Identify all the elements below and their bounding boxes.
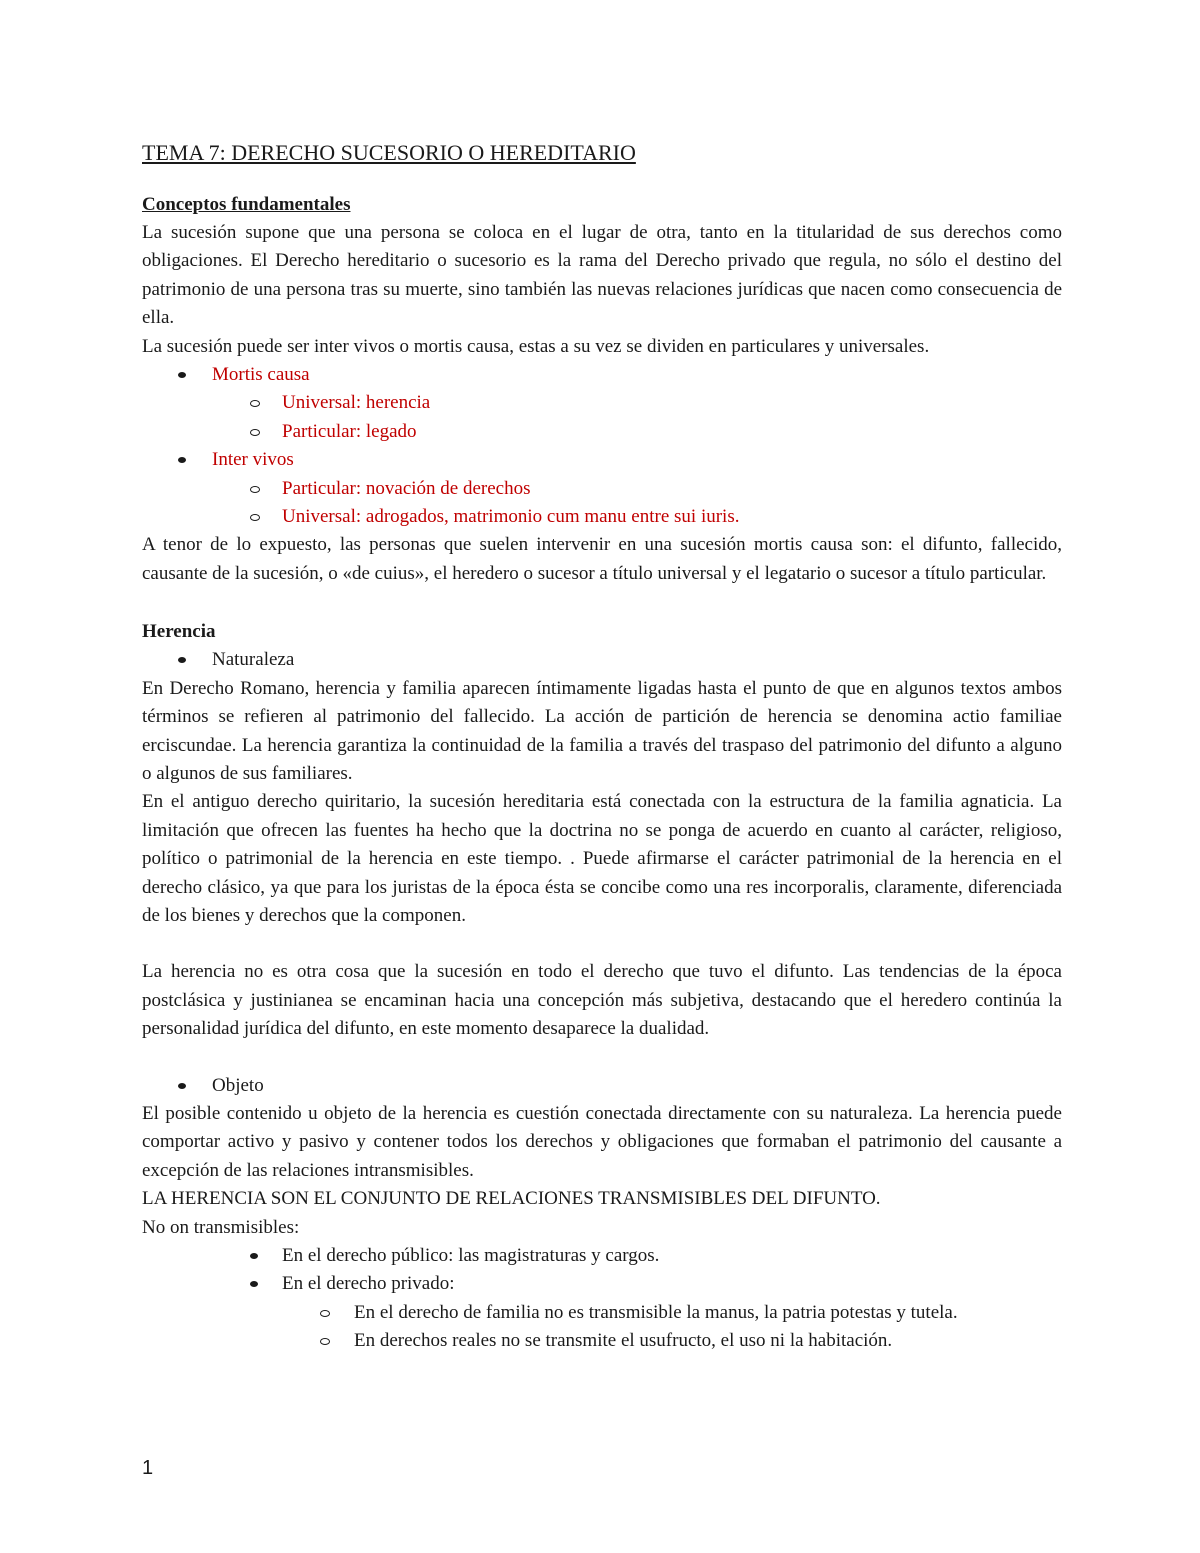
circle-bullet-icon: [320, 1338, 330, 1345]
circle-bullet-icon: [320, 1310, 330, 1317]
list-item-universal-adrogados: Universal: adrogados, matrimonio cum manu entre sui iuris.: [142, 503, 1062, 531]
bullet-icon: [250, 1281, 258, 1287]
list-item-derecho-privado: En el derecho privado:: [142, 1270, 1062, 1298]
circle-bullet-icon: [250, 429, 260, 436]
bullet-icon: [178, 1083, 186, 1089]
paragraph: A tenor de lo expuesto, las personas que suelen intervenir en una sucesión mortis causa son: el difunto, fallecido, causante de la sucesión, o «de cuius», el heredero o sucesor a título universal y el legatario o sucesor a título particular.: [142, 534, 1062, 584]
bullet-icon: [178, 657, 186, 663]
bullet-icon: [178, 372, 186, 378]
paragraph: La herencia no es otra cosa que la sucesión en todo el derecho que tuvo el difunto. Las tendencias de la época postclásica y justinianea se encaminan hacia una concepción más subjetiva, destacando que el heredero continúa la personalidad jurídica del difunto, en este momento desaparece la dualidad.: [142, 961, 1062, 1040]
list-item-objeto: Objeto: [142, 1072, 1062, 1100]
section-heading-herencia: Herencia: [142, 621, 216, 643]
list-item-derecho-publico: En el derecho público: las magistraturas y cargos.: [142, 1242, 1062, 1270]
list-item-derechos-reales: En derechos reales no se transmite el usufructo, el uso ni la habitación.: [142, 1327, 1062, 1355]
section-heading-conceptos: Conceptos fundamentales: [142, 194, 351, 215]
caps-statement: LA HERENCIA SON EL CONJUNTO DE RELACIONES TRANSMISIBLES DEL DIFUNTO.: [142, 1188, 881, 1210]
circle-bullet-icon: [250, 400, 260, 407]
list-item-mortis-causa: Mortis causa: [142, 361, 1062, 389]
page-content: [142, 140, 1062, 1356]
page-title: TEMA 7: DERECHO SUCESORIO O HEREDITARIO: [142, 140, 636, 165]
list-item-universal-herencia: Universal: herencia: [142, 389, 1062, 417]
page-number: 1: [142, 1457, 154, 1479]
circle-bullet-icon: [250, 486, 260, 493]
list-item-naturaleza: Naturaleza: [142, 646, 1062, 674]
bullet-icon: [178, 457, 186, 463]
paragraph: No on transmisibles:: [142, 1216, 300, 1238]
bullet-icon: [250, 1253, 258, 1259]
paragraph: La sucesión supone que una persona se coloca en el lugar de otra, tanto en la titularidad de sus derechos como obligaciones. El Derecho hereditario o sucesorio es la rama del Derecho privado que regula, no sólo el destino del patrimonio de una persona tras su muerte, sino también las nuevas relaciones jurídicas que nacen como consecuencia de ella.: [142, 222, 1062, 329]
paragraph: La sucesión puede ser inter vivos o mortis causa, estas a su vez se dividen en particulares y universales.: [142, 335, 930, 357]
paragraph: El posible contenido u objeto de la herencia es cuestión conectada directamente con su naturaleza. La herencia puede comportar activo y pasivo y contener todos los derechos y obligaciones que formaban el patrimonio del causante a excepción de las relaciones intransmisibles.: [142, 1102, 1062, 1181]
list-item-inter-vivos: Inter vivos: [142, 446, 1062, 474]
paragraph: En Derecho Romano, herencia y familia aparecen íntimamente ligadas hasta el punto de que en algunos textos ambos términos se refieren al patrimonio del fallecido. La acción de partición de herencia se denomina actio familiae erciscundae. La herencia garantiza la continuidad de la familia a través del traspaso del patrimonio del difunto a alguno o algunos de sus familiares.: [142, 677, 1062, 784]
paragraph: En el antiguo derecho quiritario, la sucesión hereditaria está conectada con la estructura de la familia agnaticia. La limitación que ofrecen las fuentes ha hecho que la doctrina no se ponga de acuerdo en cuanto al carácter, religioso, político o patrimonial de la herencia en este tiempo. . Puede afirmarse el carácter patrimonial de la herencia en el derecho clásico, ya que para los juristas de la época ésta se concibe como una res incorporalis, claramente, diferenciada de los bienes y derechos que la componen.: [142, 791, 1062, 926]
list-item-derecho-familia: En el derecho de familia no es transmisible la manus, la patria potestas y tutela.: [142, 1299, 1062, 1327]
circle-bullet-icon: [250, 514, 260, 521]
list-item-particular-legado: Particular: legado: [142, 418, 1062, 446]
list-item-particular-novacion: Particular: novación de derechos: [142, 475, 1062, 503]
